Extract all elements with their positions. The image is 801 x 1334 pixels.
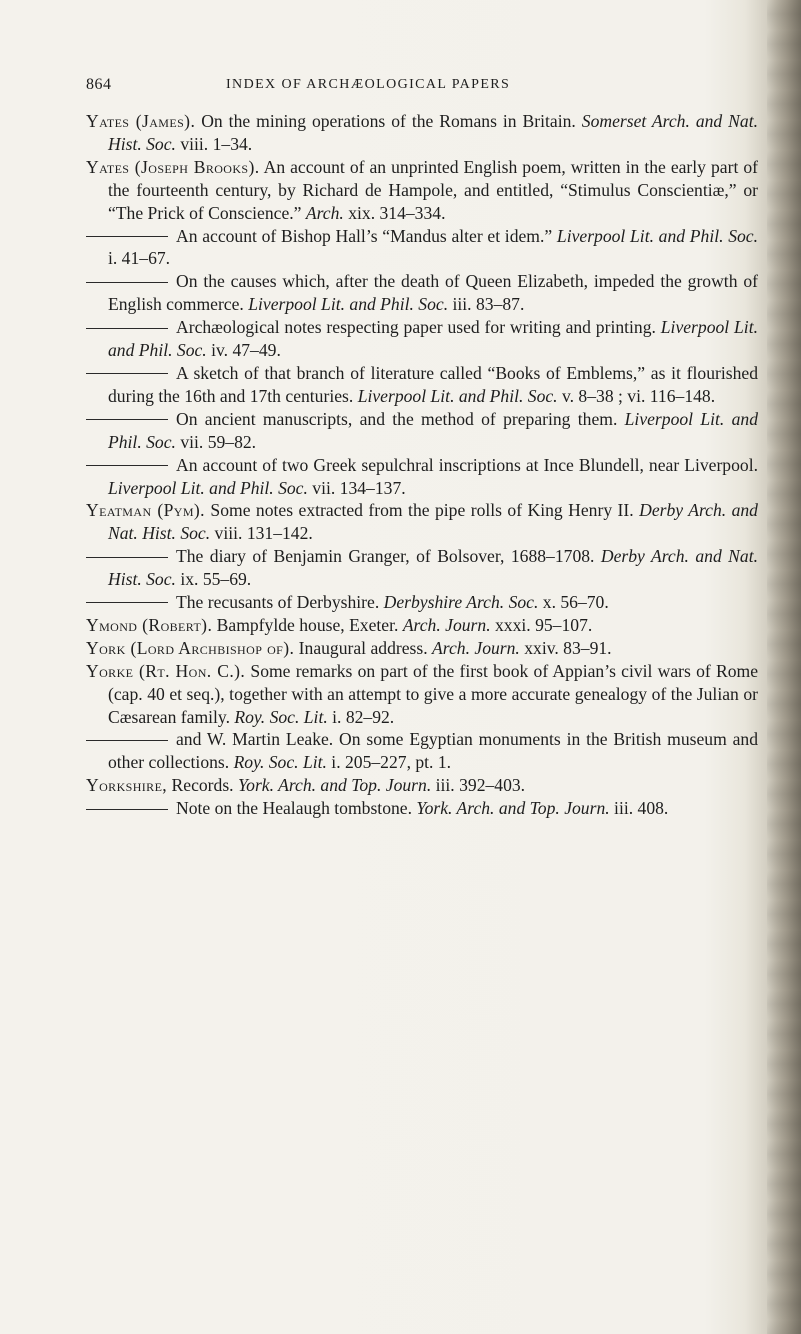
entry-author: Yorkshire, <box>86 775 168 796</box>
entry-source: Derby Arch. and Nat. Hist. Soc. <box>108 500 758 544</box>
entry-text: Archæological notes respecting paper used for writing and printing. <box>176 317 661 338</box>
entry-ref: xxxi. 95–107. <box>490 614 593 635</box>
entry-text: and W. Martin Leake. On some Egyptian monuments in the British museum and other collections. <box>108 729 758 773</box>
entry-source: York. Arch. and Top. Journ. <box>237 775 432 796</box>
entry-source: Derbyshire Arch. Soc. <box>383 592 539 613</box>
page-number: 864 <box>86 76 112 93</box>
entry-source: Liverpool Lit. and Phil. Soc. <box>108 477 308 498</box>
entry-source: Arch. <box>305 202 344 223</box>
entry-text: Some notes extracted from the pipe rolls of King Henry II. <box>204 500 640 521</box>
ditto-dash <box>86 328 168 329</box>
entry-source: Liverpool Lit. and Phil. Soc. <box>248 294 449 315</box>
index-subentry <box>86 797 758 820</box>
ditto-dash <box>86 557 168 558</box>
index-subentry <box>86 316 758 362</box>
index-entry <box>86 110 758 156</box>
entry-text: An account of Bishop Hall’s “Mandus alter et idem.” <box>176 225 557 246</box>
entry-ref: iv. 47–49. <box>206 340 281 361</box>
entry-text: Note on the Healaugh tombstone. <box>176 798 417 819</box>
entry-source: Arch. Journ. <box>402 614 491 635</box>
ditto-dash <box>86 236 168 237</box>
entry-ref: viii. 131–142. <box>210 523 313 544</box>
entry-ref: v. 8–38 ; vi. 116–148. <box>557 385 716 406</box>
entry-source: Roy. Soc. Lit. <box>233 752 327 773</box>
entry-text: Bampfylde house, Exeter. <box>212 614 403 635</box>
entry-source: Liverpool Lit. and Phil. Soc. <box>556 225 758 246</box>
entry-source: Liverpool Lit. and Phil. Soc. <box>108 408 758 452</box>
ditto-dash <box>86 373 168 374</box>
entry-author: Ymond (Robert). <box>86 614 213 635</box>
entry-author: Yates (Joseph Brooks). <box>86 156 260 177</box>
book-gutter-shadow <box>767 0 801 1334</box>
index-subentry <box>86 225 758 271</box>
entry-source: Derby Arch. and Nat. Hist. Soc. <box>108 546 759 590</box>
running-head: INDEX OF ARCHÆOLOGICAL PAPERS <box>226 77 511 92</box>
index-subentry <box>86 728 758 774</box>
ditto-dash <box>86 282 168 283</box>
index-entry <box>86 499 758 545</box>
entry-text: An account of two Greek sepulchral inscriptions at Ince Blundell, near Liverpool. <box>176 454 758 475</box>
entry-source: Arch. Journ. <box>432 637 520 658</box>
ditto-dash <box>86 809 168 810</box>
entry-author: Yorke (Rt. Hon. C.). <box>86 660 246 681</box>
entry-ref: viii. 1–34. <box>175 133 253 154</box>
entry-ref: i. 205–227, pt. 1. <box>326 752 452 773</box>
entry-author: Yates (James). <box>86 111 196 131</box>
entry-text: On the mining operations of the Romans in Britain. <box>195 111 582 131</box>
index-entry <box>86 614 758 637</box>
ditto-dash <box>86 419 168 420</box>
entry-ref: x. 56–70. <box>538 592 609 613</box>
entry-text: Some remarks on part of the first book of Appian’s civil wars of Rome (cap. 40 et seq.), together with an attempt to give a more accurate genealogy of the Julian or Cæsarean family. <box>108 660 759 727</box>
entry-ref: iii. 408. <box>609 798 669 819</box>
entry-text: Records. <box>167 775 238 796</box>
entry-text: An account of an unprinted English poem, written in the early part of the fourteenth century, by Richard de Hampole, and entitled, “Stimulus Conscientiæ,” or “The Prick of Conscience.” <box>108 156 758 223</box>
index-entry <box>86 660 758 729</box>
entry-author: York (Lord Archbishop of). <box>86 637 295 658</box>
entry-ref: ix. 55–69. <box>175 569 252 590</box>
entry-ref: i. 82–92. <box>327 706 395 727</box>
index-subentry <box>86 408 758 454</box>
entry-ref: vii. 134–137. <box>307 477 406 498</box>
index-subentry <box>86 545 758 591</box>
index-entry <box>86 156 758 225</box>
entry-ref: xxiv. 83–91. <box>519 637 612 658</box>
ditto-dash <box>86 602 168 603</box>
entry-ref: xix. 314–334. <box>343 202 446 223</box>
entry-source: Somerset Arch. and Nat. Hist. Soc. <box>108 111 759 154</box>
entry-source: Liverpool Lit. and Phil. Soc. <box>357 385 558 406</box>
entry-author: Yeatman (Pym). <box>86 500 205 521</box>
entry-text: On the causes which, after the death of Queen Elizabeth, impeded the growth of English commerce. <box>108 271 758 315</box>
entry-ref: i. 41–67. <box>108 248 171 269</box>
entry-text: The diary of Benjamin Granger, of Bolsover, 1688–1708. <box>176 546 601 567</box>
page-header <box>86 76 746 98</box>
index-entry <box>86 774 758 797</box>
index-entries <box>86 110 758 820</box>
entry-text: A sketch of that branch of literature called “Books of Emblems,” as it flourished during the 16th and 17th centuries. <box>108 362 758 406</box>
entry-source: Liverpool Lit. and Phil. Soc. <box>108 317 758 361</box>
index-subentry <box>86 454 758 500</box>
index-subentry <box>86 270 758 316</box>
entry-ref: iii. 83–87. <box>448 294 525 315</box>
ditto-dash <box>86 740 168 741</box>
entry-text: The recusants of Derbyshire. <box>176 592 384 613</box>
entry-text: Inaugural address. <box>294 637 433 658</box>
entry-source: Roy. Soc. Lit. <box>234 706 328 727</box>
entry-ref: vii. 59–82. <box>175 431 257 452</box>
entry-source: York. Arch. and Top. Journ. <box>416 798 610 819</box>
index-subentry <box>86 591 758 614</box>
index-entry <box>86 637 758 660</box>
ditto-dash <box>86 465 168 466</box>
entry-ref: iii. 392–403. <box>431 775 526 796</box>
entry-text: On ancient manuscripts, and the method of preparing them. <box>176 408 625 429</box>
index-subentry <box>86 362 758 408</box>
